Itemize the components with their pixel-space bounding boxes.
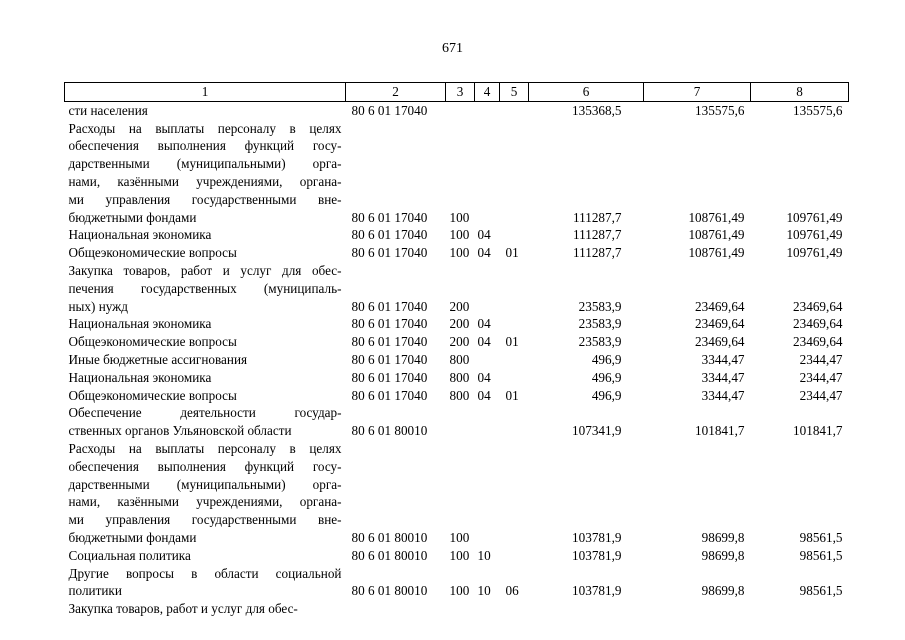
section-code: 04 [477, 316, 491, 332]
table-row [65, 351, 849, 369]
item-name-line: дарственными (муниципальными) орга- [68, 476, 342, 492]
item-name-line: сти населения [68, 102, 148, 118]
subsection-code [500, 120, 529, 227]
item-name [65, 351, 346, 369]
item-name [65, 120, 346, 227]
amount-col-6: 107341,9 [572, 423, 622, 439]
item-name-line: ственных органов Ульяновской области [68, 423, 292, 439]
item-name-line: печения государственных (муниципаль- [68, 280, 342, 296]
expense-type: 800 [449, 369, 470, 385]
amount-col-6: 103781,9 [572, 583, 622, 599]
amount-col-6: 496,9 [591, 369, 622, 385]
expense-type: 100 [449, 227, 470, 243]
target-code: 80 6 01 80010 [351, 423, 428, 439]
target-code: 80 6 01 17040 [351, 316, 428, 332]
expense-type: 200 [449, 334, 470, 350]
subsection-code [500, 315, 529, 333]
item-name [65, 244, 346, 262]
target-code: 80 6 01 17040 [351, 227, 428, 243]
section-code: 04 [477, 245, 491, 261]
amount-col-7: 3344,47 [701, 351, 745, 367]
table-row [65, 565, 849, 601]
expense-type: 100 [449, 209, 470, 225]
amount-col-8: 2344,47 [799, 387, 843, 403]
header-cell: 8 [751, 83, 849, 102]
item-name-line: Общеэкономические вопросы [68, 387, 237, 403]
table-row [65, 333, 849, 351]
subsection-code [500, 547, 529, 565]
amount-col-7 [644, 600, 751, 618]
section-code [475, 262, 500, 315]
amount-col-6 [529, 600, 644, 618]
item-name [65, 369, 346, 387]
item-name-line: Обеспечение деятельности государ- [68, 405, 342, 421]
table-row [65, 244, 849, 262]
item-name [65, 315, 346, 333]
expense-type: 100 [449, 245, 470, 261]
item-name-line: Иные бюджетные ассигнования [68, 351, 248, 367]
expense-type [446, 404, 475, 440]
item-name-line: Расходы на выплаты персоналу в целях [68, 440, 342, 456]
item-name-line: Национальная экономика [68, 369, 212, 385]
section-code [475, 351, 500, 369]
table-row [65, 101, 849, 119]
subsection-code: 01 [505, 245, 519, 261]
item-name-line: Другие вопросы в области социальной [68, 565, 342, 581]
subsection-code [500, 101, 529, 119]
target-code: 80 6 01 17040 [351, 298, 428, 314]
amount-col-8: 23469,64 [793, 316, 843, 332]
subsection-code [500, 226, 529, 244]
subsection-code [500, 600, 529, 618]
header-cell: 2 [346, 83, 446, 102]
table-row [65, 226, 849, 244]
expense-type: 100 [449, 547, 470, 563]
item-name [65, 387, 346, 405]
amount-col-6: 111287,7 [573, 227, 622, 243]
item-name-line: нами, казёнными учреждениями, органа- [68, 173, 342, 189]
subsection-code: 06 [505, 583, 519, 599]
expense-type [446, 600, 475, 618]
amount-col-8: 2344,47 [799, 369, 843, 385]
amount-col-8: 23469,64 [793, 298, 843, 314]
item-name-line: Национальная экономика [68, 316, 212, 332]
item-name-line: Общеэкономические вопросы [68, 334, 237, 350]
target-code: 80 6 01 17040 [351, 102, 428, 118]
amount-col-8: 135575,6 [793, 102, 843, 118]
item-name-line: ми управления государственными вне- [68, 512, 342, 528]
table-row [65, 600, 849, 618]
amount-col-7: 108761,49 [688, 209, 745, 225]
amount-col-6: 135368,5 [572, 102, 622, 118]
target-code: 80 6 01 17040 [351, 369, 428, 385]
section-code: 10 [477, 583, 491, 599]
target-code: 80 6 01 17040 [351, 245, 428, 261]
amount-col-6: 496,9 [591, 387, 622, 403]
amount-col-7: 3344,47 [701, 369, 745, 385]
amount-col-6: 23583,9 [578, 316, 622, 332]
subsection-code [500, 369, 529, 387]
amount-col-7: 101841,7 [695, 423, 745, 439]
amount-col-7: 108761,49 [688, 245, 745, 261]
item-name-line: бюджетными фондами [68, 209, 197, 225]
item-name-line: ми управления государственными вне- [68, 191, 342, 207]
section-code: 04 [477, 369, 491, 385]
amount-col-7: 135575,6 [695, 102, 745, 118]
target-code: 80 6 01 80010 [351, 547, 428, 563]
amount-col-7: 98699,8 [701, 547, 745, 563]
table-row [65, 315, 849, 333]
section-code: 04 [477, 227, 491, 243]
item-name-line: Закупка товаров, работ и услуг для обес- [68, 262, 342, 278]
amount-col-6: 111287,7 [573, 245, 622, 261]
table-row [65, 120, 849, 227]
item-name [65, 333, 346, 351]
header-cell: 3 [446, 83, 475, 102]
item-name-line: Социальная политика [68, 547, 191, 563]
item-name-line: Закупка товаров, работ и услуг для обес- [68, 601, 298, 617]
amount-col-8: 23469,64 [793, 334, 843, 350]
amount-col-6: 103781,9 [572, 547, 622, 563]
amount-col-6: 23583,9 [578, 334, 622, 350]
amount-col-7: 98699,8 [701, 529, 745, 545]
section-code [475, 120, 500, 227]
item-name [65, 404, 346, 440]
amount-col-8: 101841,7 [793, 423, 843, 439]
amount-col-7: 23469,64 [695, 334, 745, 350]
target-code: 80 6 01 80010 [351, 583, 428, 599]
subsection-code [500, 404, 529, 440]
amount-col-8: 98561,5 [799, 529, 843, 545]
item-name-line: ных) нужд [68, 298, 128, 314]
item-name-line: Общеэкономические вопросы [68, 245, 237, 261]
item-name [65, 547, 346, 565]
target-code: 80 6 01 80010 [351, 529, 428, 545]
expense-type [446, 101, 475, 119]
item-name [65, 565, 346, 601]
budget-table [64, 82, 849, 618]
table-row [65, 262, 849, 315]
amount-col-6: 103781,9 [572, 529, 622, 545]
amount-col-8: 109761,49 [786, 227, 843, 243]
header-cell: 6 [529, 83, 644, 102]
item-name [65, 262, 346, 315]
amount-col-8 [751, 600, 849, 618]
expense-type: 100 [449, 529, 470, 545]
table-row [65, 404, 849, 440]
page-number: 671 [442, 41, 463, 56]
target-code: 80 6 01 17040 [351, 387, 428, 403]
target-code: 80 6 01 17040 [351, 351, 428, 367]
section-code: 04 [477, 387, 491, 403]
subsection-code [500, 440, 529, 547]
header-cell: 4 [475, 83, 500, 102]
amount-col-7: 23469,64 [695, 298, 745, 314]
subsection-code: 01 [505, 387, 519, 403]
expense-type: 200 [449, 298, 470, 314]
target-code: 80 6 01 17040 [351, 334, 428, 350]
table-row [65, 440, 849, 547]
section-code: 10 [477, 547, 491, 563]
expense-type: 100 [449, 583, 470, 599]
target-code [346, 600, 446, 618]
amount-col-6: 111287,7 [573, 209, 622, 225]
item-name-line: нами, казёнными учреждениями, органа- [68, 494, 342, 510]
section-code [475, 404, 500, 440]
table-row [65, 547, 849, 565]
section-code: 04 [477, 334, 491, 350]
header-cell: 1 [65, 83, 346, 102]
header-row [65, 83, 849, 102]
section-code [475, 600, 500, 618]
subsection-code [500, 351, 529, 369]
subsection-code: 01 [505, 334, 519, 350]
item-name-line: Национальная экономика [68, 227, 212, 243]
item-name-line: бюджетными фондами [68, 529, 197, 545]
section-code [475, 440, 500, 547]
amount-col-8: 98561,5 [799, 547, 843, 563]
amount-col-8: 109761,49 [786, 245, 843, 261]
table-row [65, 387, 849, 405]
section-code [475, 101, 500, 119]
expense-type: 800 [449, 351, 470, 367]
amount-col-7: 23469,64 [695, 316, 745, 332]
amount-col-7: 98699,8 [701, 583, 745, 599]
expense-type: 800 [449, 387, 470, 403]
amount-col-8: 2344,47 [799, 351, 843, 367]
expense-type: 200 [449, 316, 470, 332]
amount-col-6: 23583,9 [578, 298, 622, 314]
item-name-line: обеспечения выполнения функций госу- [68, 138, 342, 154]
item-name-line: Расходы на выплаты персоналу в целях [68, 120, 342, 136]
amount-col-8: 98561,5 [799, 583, 843, 599]
amount-col-7: 3344,47 [701, 387, 745, 403]
item-name [65, 226, 346, 244]
item-name-line: обеспечения выполнения функций госу- [68, 458, 342, 474]
amount-col-7: 108761,49 [688, 227, 745, 243]
item-name [65, 101, 346, 119]
item-name [65, 440, 346, 547]
header-cell: 5 [500, 83, 529, 102]
amount-col-6: 496,9 [591, 351, 622, 367]
amount-col-8: 109761,49 [786, 209, 843, 225]
table-row [65, 369, 849, 387]
header-cell: 7 [644, 83, 751, 102]
target-code: 80 6 01 17040 [351, 209, 428, 225]
item-name-line: политики [68, 583, 122, 599]
subsection-code [500, 262, 529, 315]
item-name-line: дарственными (муниципальными) орга- [68, 156, 342, 172]
item-name [65, 600, 346, 618]
